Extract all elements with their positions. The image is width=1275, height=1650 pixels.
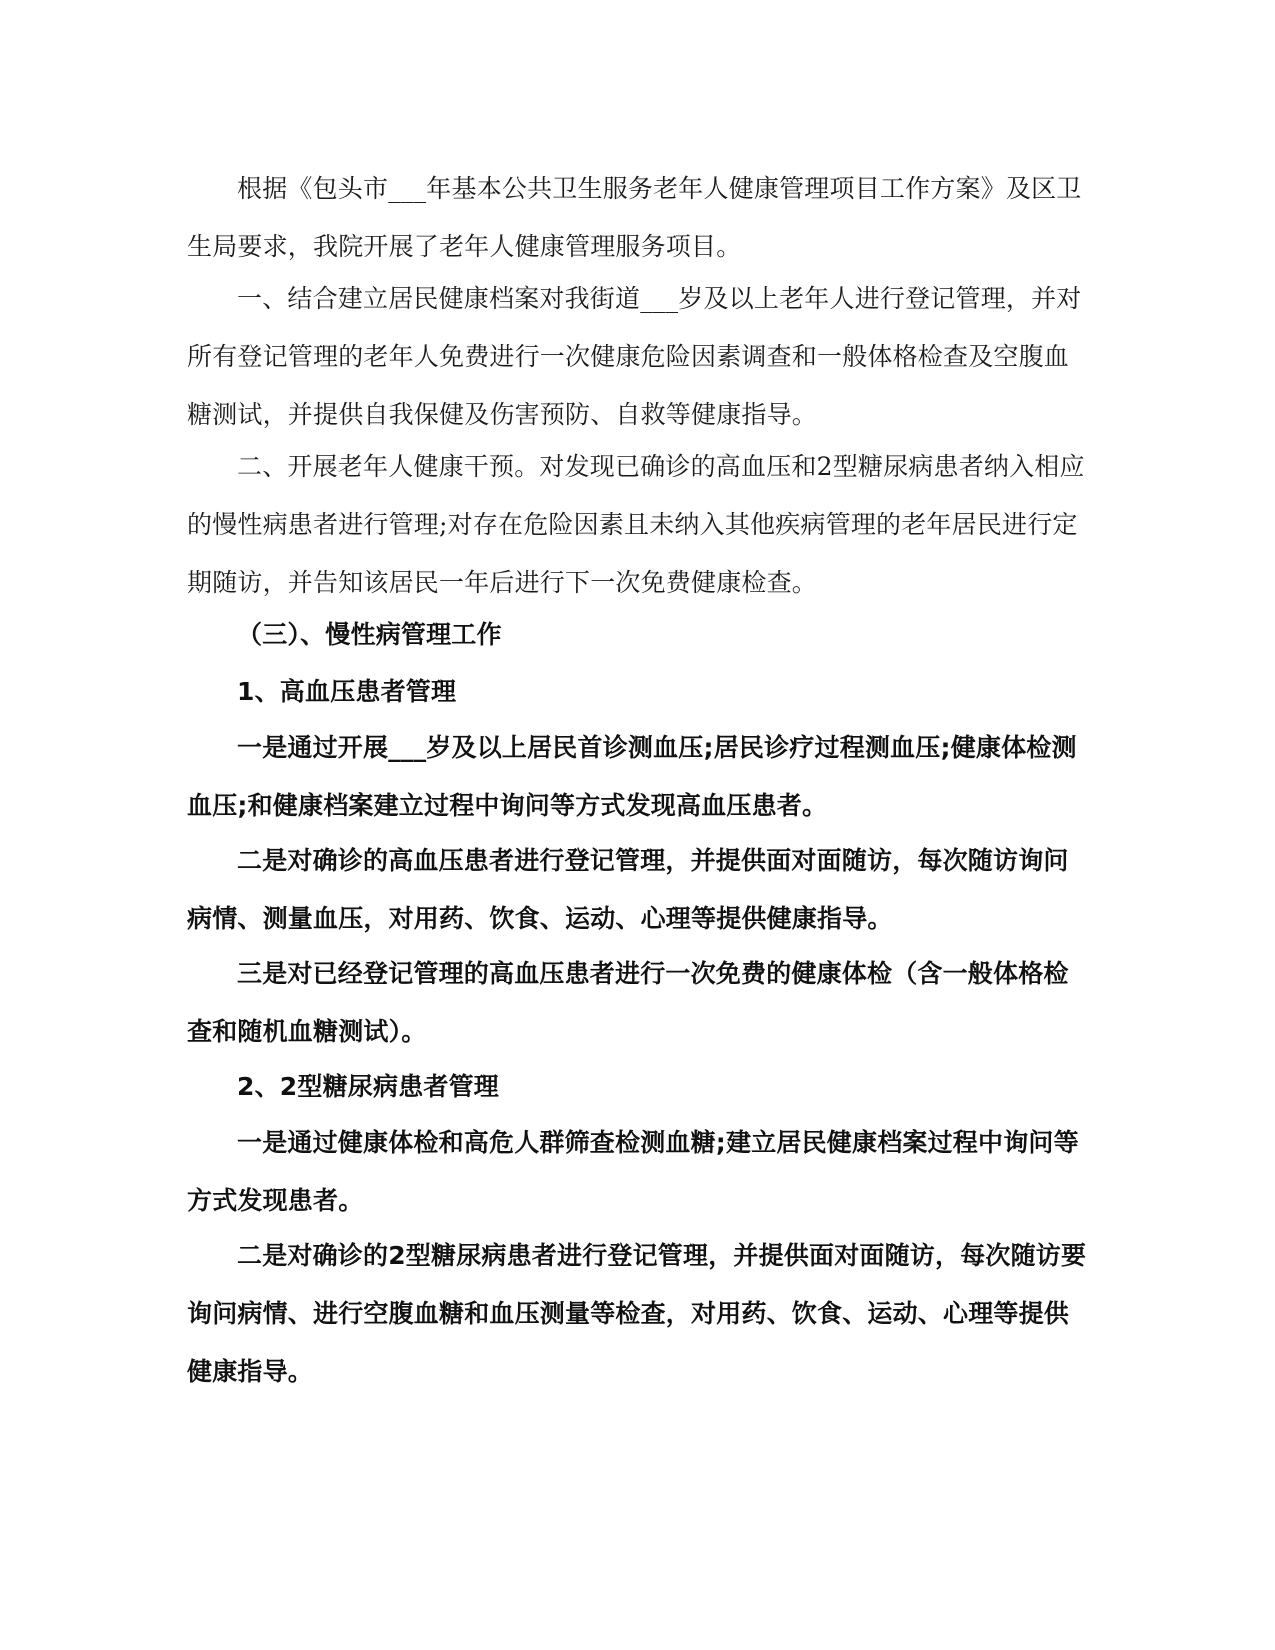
- paragraph-diabetes-followup: 二是对确诊的2型糖尿病患者进行登记管理，并提供面对面随访，每次随访要询问病情、进行空腹血糖和血压测量等检查，对用药、饮食、运动、心理等提供健康指导。: [187, 1241, 1087, 1386]
- paragraph-hypertension-followup: 二是对确诊的高血压患者进行登记管理，并提供面对面随访，每次随访询问病情、测量血压，对用药、饮食、运动、心理等提供健康指导。: [187, 846, 1069, 933]
- paragraph-item-two: 二、开展老年人健康干预。对发现已确诊的高血压和2型糖尿病患者纳入相应的慢性病患者进行管理;对存在危险因素且未纳入其他疾病管理的老年居民进行定期随访，并告知该居民一年后进行下一次免费健康检查。: [187, 452, 1085, 597]
- paragraph-item-one: 一、结合建立居民健康档案对我街道___岁及以上老年人进行登记管理，并对所有登记管理的老年人免费进行一次健康危险因素调查和一般体格检查及空腹血糖测试，并提供自我保健及伤害预防、自救等健康指导。: [187, 284, 1082, 429]
- paragraph-hypertension-discovery: 一是通过开展___岁及以上居民首诊测血压;居民诊疗过程测血压;健康体检测血压;和健康档案建立过程中询问等方式发现高血压患者。: [187, 733, 1077, 820]
- paragraph-intro: 根据《包头市___年基本公共卫生服务老年人健康管理项目工作方案》及区卫生局要求，我院开展了老年人健康管理服务项目。: [187, 174, 1082, 261]
- paragraph-diabetes-discovery: 一是通过健康体检和高危人群筛查检测血糖;建立居民健康档案过程中询问等方式发现患者。: [187, 1128, 1079, 1215]
- subsection-heading-diabetes: 2、2型糖尿病患者管理: [237, 1072, 499, 1101]
- paragraph-hypertension-checkup: 三是对已经登记管理的高血压患者进行一次免费的健康体检（含一般体格检查和随机血糖测试）。: [187, 959, 1069, 1046]
- section-heading-chronic-disease: （三）、慢性病管理工作: [237, 620, 502, 649]
- subsection-heading-hypertension: 1、高血压患者管理: [237, 677, 457, 706]
